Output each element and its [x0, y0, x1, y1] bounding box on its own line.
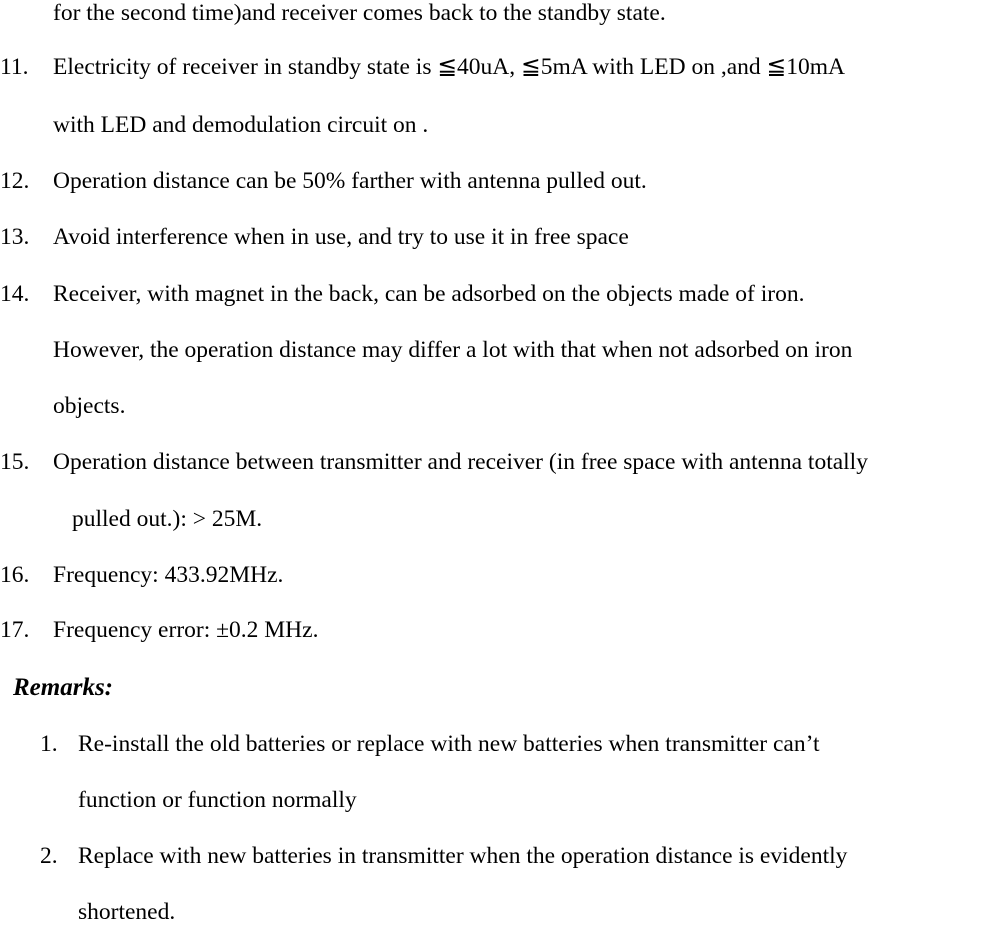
spec-item-15-number: 15.: [0, 449, 30, 475]
remark-2-line-2: shortened.: [78, 899, 176, 925]
spec-item-14-line-3: objects.: [53, 393, 126, 419]
spec-item-14-line-1: Receiver, with magnet in the back, can be adsorbed on the objects made of iron.: [53, 281, 805, 307]
spec-item-17-number: 17.: [0, 617, 30, 643]
remark-2-line-1: Replace with new batteries in transmitter when the operation distance is evidently: [78, 843, 848, 869]
spec-item-13-line-1: Avoid interference when in use, and try to use it in free space: [53, 224, 629, 250]
remark-1-number: 1.: [40, 731, 58, 757]
spec-item-13-number: 13.: [0, 224, 30, 250]
spec-item-11-line-1: Electricity of receiver in standby state is ≦40uA, ≦5mA with LED on ,and ≦10mA: [53, 54, 845, 80]
remark-1-line-2: function or function normally: [78, 787, 357, 813]
spec-item-15-line-1: Operation distance between transmitter and receiver (in free space with antenna totally: [53, 449, 868, 475]
spec-item-16-line-1: Frequency: 433.92MHz.: [53, 562, 284, 588]
spec-item-11-line-2: with LED and demodulation circuit on .: [53, 112, 429, 138]
spec-item-14-number: 14.: [0, 281, 30, 307]
spec-item-17-line-1: Frequency error: ±0.2 MHz.: [53, 617, 319, 643]
spec-item-11-number: 11.: [0, 54, 29, 80]
spec-item-continuation: for the second time)and receiver comes back to the standby state.: [53, 0, 666, 26]
spec-item-15-line-2: pulled out.): > 25M.: [72, 506, 263, 532]
spec-item-12-number: 12.: [0, 168, 30, 194]
spec-item-14-line-2: However, the operation distance may differ a lot with that when not adsorbed on iron: [53, 337, 853, 363]
remark-2-number: 2.: [40, 843, 58, 869]
remark-1-line-1: Re-install the old batteries or replace with new batteries when transmitter can’t: [78, 731, 820, 757]
remarks-heading: Remarks:: [13, 674, 113, 701]
spec-item-16-number: 16.: [0, 562, 30, 588]
spec-item-12-line-1: Operation distance can be 50% farther with antenna pulled out.: [53, 168, 647, 194]
